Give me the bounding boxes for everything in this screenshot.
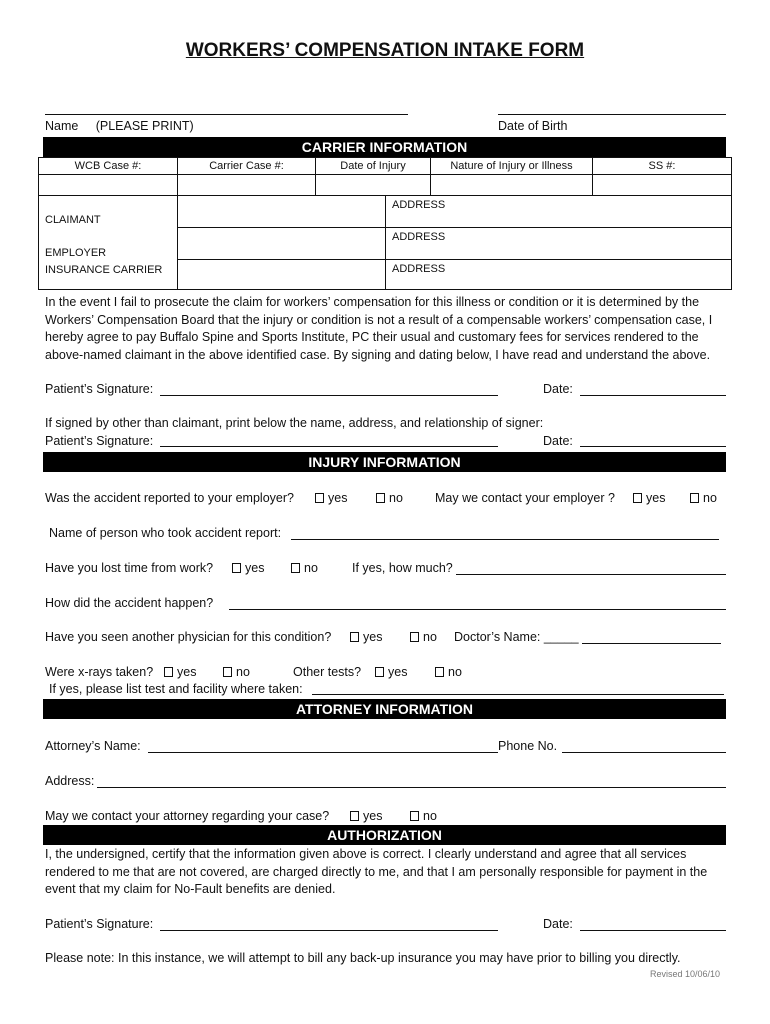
authorization-header: AUTHORIZATION bbox=[43, 825, 726, 845]
option-label: yes bbox=[388, 665, 408, 679]
auth-date-field[interactable] bbox=[580, 930, 726, 931]
nature-injury-field[interactable] bbox=[430, 174, 593, 196]
option-label: no bbox=[304, 561, 318, 575]
carrier-info-header: CARRIER INFORMATION bbox=[43, 137, 726, 157]
option-label: yes bbox=[363, 809, 383, 823]
checkbox[interactable] bbox=[410, 811, 419, 821]
option-label: yes bbox=[245, 561, 265, 575]
col-carrier-case bbox=[177, 157, 316, 175]
how-much-field[interactable] bbox=[456, 574, 726, 575]
option-label: no bbox=[423, 630, 437, 644]
xrays-no-option[interactable] bbox=[223, 665, 250, 679]
option-label: yes bbox=[646, 491, 666, 505]
option-label: no bbox=[448, 665, 462, 679]
attorney-phone-label: Phone No. bbox=[498, 739, 558, 753]
lost-time-no-option[interactable] bbox=[291, 561, 318, 575]
injury-info-header: INJURY INFORMATION bbox=[43, 452, 726, 472]
col-label: WCB Case #: bbox=[74, 160, 142, 172]
ss-field[interactable] bbox=[592, 174, 732, 196]
q-how-happen: How did the accident happen? bbox=[45, 596, 214, 610]
billing-note: Please note: In this instance, we will attempt to bill any back-up insurance you may have prior to billing you directly. bbox=[45, 951, 681, 965]
physician-yes-option[interactable] bbox=[350, 630, 382, 644]
attorney-address-label: Address: bbox=[45, 774, 95, 788]
option-label: no bbox=[703, 491, 717, 505]
person-report-field[interactable] bbox=[291, 539, 719, 540]
q-other-physician: Have you seen another physician for this condition? bbox=[45, 630, 332, 644]
col-wcb-case bbox=[38, 157, 178, 175]
col-ss bbox=[592, 157, 732, 175]
contact-employer-yes-option[interactable] bbox=[633, 491, 665, 505]
date-label: Date: bbox=[543, 434, 573, 448]
col-label: Date of Injury bbox=[340, 160, 406, 172]
checkbox[interactable] bbox=[223, 667, 232, 677]
authorization-text: I, the undersigned, certify that the information given above is correct. I clearly understand and agree that all services rendered to me that are not covered, are charged directly to me, and that I am personally responsible for payment in the event that my claim for No-Fault benefits are denied. bbox=[45, 847, 708, 896]
checkbox[interactable] bbox=[232, 563, 241, 573]
checkbox[interactable] bbox=[435, 667, 444, 677]
claimant-address-field[interactable] bbox=[385, 195, 732, 228]
insurance-name-field[interactable] bbox=[177, 259, 386, 290]
option-label: no bbox=[236, 665, 250, 679]
option-label: no bbox=[423, 809, 437, 823]
date-label: Date: bbox=[543, 382, 573, 396]
q-other-tests: Other tests? bbox=[293, 665, 362, 679]
checkbox[interactable] bbox=[350, 811, 359, 821]
auth-signature-field[interactable] bbox=[160, 930, 498, 931]
option-label: yes bbox=[328, 491, 348, 505]
how-happen-field[interactable] bbox=[229, 609, 726, 610]
option-label: yes bbox=[363, 630, 383, 644]
employer-address-field[interactable] bbox=[385, 227, 732, 260]
physician-no-option[interactable] bbox=[410, 630, 437, 644]
attorney-info-header: ATTORNEY INFORMATION bbox=[43, 699, 726, 719]
lost-time-yes-option[interactable] bbox=[232, 561, 264, 575]
address-label: ADDRESS bbox=[392, 231, 446, 243]
q-contact-employer: May we contact your employer ? bbox=[435, 491, 615, 505]
insurance-carrier-label: INSURANCE CARRIER bbox=[45, 264, 163, 276]
date-label: Date: bbox=[543, 917, 573, 931]
other-signature-field[interactable] bbox=[160, 446, 498, 447]
wcb-case-field[interactable] bbox=[38, 174, 178, 196]
attorney-name-label: Attorney’s Name: bbox=[45, 739, 141, 753]
col-label: Nature of Injury or Illness bbox=[450, 160, 573, 172]
name-label: Name (PLEASE PRINT) bbox=[45, 119, 194, 133]
employer-name-field[interactable] bbox=[177, 227, 386, 260]
col-nature-injury bbox=[430, 157, 593, 175]
claimant-label: CLAIMANT bbox=[45, 214, 101, 226]
option-label: yes bbox=[177, 665, 197, 679]
attorney-address-field[interactable] bbox=[97, 787, 726, 788]
checkbox[interactable] bbox=[633, 493, 642, 503]
col-label: Carrier Case #: bbox=[209, 160, 284, 172]
checkbox[interactable] bbox=[410, 632, 419, 642]
signature-label: Patient’s Signature: bbox=[45, 434, 154, 448]
attorney-phone-field[interactable] bbox=[562, 752, 726, 753]
insurance-address-field[interactable] bbox=[385, 259, 732, 290]
dob-label: Date of Birth bbox=[498, 119, 568, 133]
option-label: no bbox=[389, 491, 403, 505]
checkbox[interactable] bbox=[291, 563, 300, 573]
date-injury-field[interactable] bbox=[315, 174, 431, 196]
checkbox[interactable] bbox=[164, 667, 173, 677]
col-date-injury bbox=[315, 157, 431, 175]
q-person-report: Name of person who took accident report: bbox=[49, 526, 282, 540]
q-accident-reported: Was the accident reported to your employer? bbox=[45, 491, 294, 505]
employer-label: EMPLOYER bbox=[45, 247, 107, 259]
carrier-case-field[interactable] bbox=[177, 174, 316, 196]
signature-label: Patient’s Signature: bbox=[45, 917, 154, 931]
address-label: ADDRESS bbox=[392, 199, 446, 211]
label-column bbox=[38, 195, 178, 290]
attorney-name-field[interactable] bbox=[148, 752, 498, 753]
checkbox[interactable] bbox=[690, 493, 699, 503]
col-label: SS #: bbox=[648, 160, 676, 172]
reported-no-option[interactable] bbox=[376, 491, 403, 505]
revised-date: Revised 10/06/10 bbox=[650, 969, 721, 979]
q-doctor-name: Doctor’s Name: _____ bbox=[454, 630, 579, 644]
patient-signature-field[interactable] bbox=[160, 395, 498, 396]
other-tests-yes-option[interactable] bbox=[375, 665, 407, 679]
dob-field[interactable] bbox=[498, 114, 726, 115]
reported-yes-option[interactable] bbox=[315, 491, 347, 505]
other-signer-text: If signed by other than claimant, print below the name, address, and relationship of signer: bbox=[45, 416, 544, 430]
form-title: WORKERS’ COMPENSATION INTAKE FORM bbox=[185, 40, 585, 61]
checkbox[interactable] bbox=[376, 493, 385, 503]
q-lost-time: Have you lost time from work? bbox=[45, 561, 214, 575]
address-label: ADDRESS bbox=[392, 263, 446, 275]
contact-employer-no-option[interactable] bbox=[690, 491, 717, 505]
name-field[interactable] bbox=[45, 114, 408, 115]
q-list-tests: If yes, please list test and facility where taken: bbox=[49, 682, 303, 696]
q-xrays: Were x-rays taken? bbox=[45, 665, 154, 679]
agreement-text: In the event I fail to prosecute the claim for workers’ compensation for this illness or condition or it is determined by the Workers’ Compensation Board that the injury or condition is not a result of a compensable workers’ compensation case, I hereby agree to pay Buffalo Spine and Sports Institute, PC their usual and customary fees for services rendered to the above-named claimant in the above identified case. By signing and dating below, I have read and understand the above. bbox=[45, 295, 713, 362]
q-contact-attorney: May we contact your attorney regarding your case? bbox=[45, 809, 330, 823]
signature-date-field[interactable] bbox=[580, 395, 726, 396]
xrays-yes-option[interactable] bbox=[164, 665, 196, 679]
other-date-field[interactable] bbox=[580, 446, 726, 447]
signature-label: Patient’s Signature: bbox=[45, 382, 154, 396]
checkbox[interactable] bbox=[315, 493, 324, 503]
list-tests-field[interactable] bbox=[312, 694, 724, 695]
q-how-much: If yes, how much? bbox=[352, 561, 453, 575]
checkbox[interactable] bbox=[350, 632, 359, 642]
contact-attorney-no-option[interactable] bbox=[410, 809, 437, 823]
other-tests-no-option[interactable] bbox=[435, 665, 462, 679]
doctor-name-field[interactable] bbox=[582, 643, 721, 644]
contact-attorney-yes-option[interactable] bbox=[350, 809, 382, 823]
checkbox[interactable] bbox=[375, 667, 384, 677]
claimant-name-field[interactable] bbox=[177, 195, 386, 228]
